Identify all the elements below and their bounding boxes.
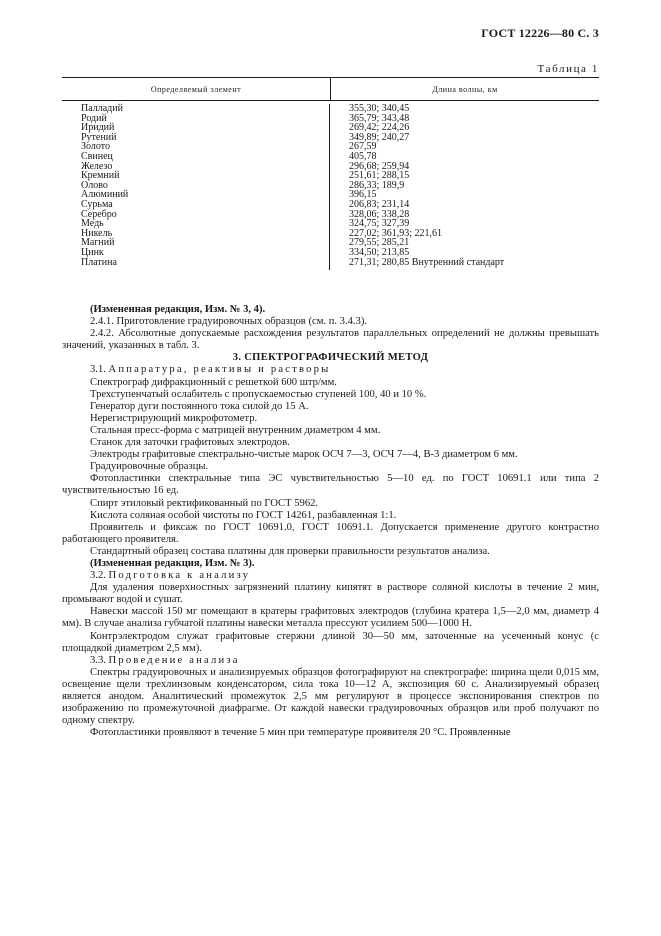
list-item: Градуировочные образцы.: [90, 461, 209, 473]
table-cell-element: Золото: [81, 141, 110, 153]
subsection-3-1-heading: [62, 364, 599, 376]
table-cell-element: Цинк: [81, 246, 104, 258]
table-cell-wavelength: 296,68; 259,94: [349, 160, 410, 172]
table-caption: Таблица 1: [537, 63, 599, 75]
list-item: Кислота соляная особой чистоты по ГОСТ 14261, разбавленная 1:1.: [90, 509, 397, 521]
table-cell-wavelength: 396,15: [349, 189, 377, 201]
paragraph: Контрэлектродом служат графитовые стержни длиной 30—50 мм, заточенные на усеченный конус (с площадкой диаметром 2,5 мм).: [62, 630, 599, 654]
table-cell-element: Родий: [81, 112, 107, 124]
list-item: Электроды графитовые спектрально-чистые марок ОСЧ 7—3, ОСЧ 7—4, В-3 диаметром 6 мм.: [90, 449, 518, 461]
table-header: [62, 77, 599, 101]
column-header-element: Определяемый элемент: [62, 78, 331, 100]
table-cell-wavelength: 405,78: [349, 150, 377, 162]
subsection-number: 3.2.: [90, 570, 106, 582]
list-item: Трехступенчатый ослабитель с пропускаемостью ступеней 100, 40 и 10 %.: [90, 388, 427, 400]
equipment-list: [62, 377, 599, 558]
revision-note: (Измененная редакция, Изм. № 3, 4).: [90, 304, 266, 315]
table-cell-wavelength: 227,02; 361,93; 221,61: [349, 227, 443, 239]
list-item: Спирт этиловый ректификованный по ГОСТ 5962.: [90, 497, 319, 509]
table-cell-element: Медь: [81, 218, 104, 230]
table-cell-element: Кремний: [81, 170, 120, 182]
list-item: Фотопластинки спектральные типа ЭС чувствительностью 5—10 ед. по ГОСТ 10691.1 или типа 2 чувствительностью 16 ед.: [62, 473, 599, 497]
list-item: Спектрограф дифракционный с решеткой 600 штр/мм.: [90, 376, 337, 388]
table-cell-wavelength: 365,79; 343,48: [349, 112, 410, 124]
subsection-title: Проведение анализа: [108, 654, 240, 666]
paragraph-2-4-1: 2.4.1. Приготовление градуировочных образцов (см. п. 3.4.3).: [90, 316, 368, 328]
table-cell-wavelength: 269,42; 224,26: [349, 122, 410, 134]
list-item: Станок для заточки графитовых электродов.: [90, 437, 290, 449]
table-cell-wavelength: 206,83; 231,14: [349, 198, 410, 210]
list-item: Проявитель и фиксаж по ГОСТ 10691.0, ГОСТ 10691.1. Допускается применение другого контрастно работающего проявителя.: [62, 521, 599, 545]
table-cell-wavelength: 349,89; 240,27: [349, 131, 410, 143]
list-item: Нерегистрирующий микрофотометр.: [90, 412, 258, 424]
table-cell-wavelength: 279,55; 285,21: [349, 237, 410, 249]
table-cell-element: Магний: [81, 237, 115, 249]
revision-note: (Измененная редакция, Изм. № 3).: [90, 557, 255, 569]
wavelength-column: [330, 104, 599, 270]
table-cell-element: Иридий: [81, 122, 115, 134]
table-cell-element: Свинец: [81, 150, 113, 162]
table-cell-wavelength: 324,75; 327,39: [349, 218, 410, 230]
table-cell-wavelength: 328,06; 338,28: [349, 208, 410, 220]
paragraph-2-4-2: 2.4.2. Абсолютные допускаемые расхождения результатов параллельных определений не должны превышать значений, указанных в табл. 3.: [62, 328, 599, 352]
subsection-number: 3.1.: [90, 364, 106, 376]
column-header-wavelength: Длина волны, км: [432, 84, 498, 94]
table-cell-element: Серебро: [81, 208, 117, 220]
subsection-title: Аппаратура, реактивы и растворы: [108, 364, 331, 376]
table-cell-wavelength: 251,61; 288,15: [349, 170, 410, 182]
table-cell-element: Алюминий: [81, 189, 129, 201]
table-cell-element: Железо: [81, 160, 113, 172]
paragraph: Спектры градуировочных и анализируемых образцов фотографируют на спектрографе: ширина щели 0,015 мм, освещение щели трехлинзовым конденсатором, сила тока 10—12 А, экспозиция 60 с. Анализируемый образец является анодом. Аналитический промежуток 2,5 мм регулируют в процессе экспонирования спектров по изображению по промежуточной диафрагме. От каждой навески градуировочных образцов или проб получают по одному спектру.: [62, 666, 599, 727]
paragraph: Для удаления поверхностных загрязнений платину кипятят в растворе соляной кислоты в течение 2 мин, промывают водой и сушат.: [62, 582, 599, 606]
section-title: 3. СПЕКТРОГРАФИЧЕСКИЙ МЕТОД: [232, 352, 429, 364]
paragraph: Фотопластинки проявляют в течение 5 мин при температуре проявителя 20 °С. Проявленные: [90, 727, 511, 739]
body-text: [62, 304, 599, 739]
table-cell-wavelength: 286,33; 189,9: [349, 179, 405, 191]
list-item: Генератор дуги постоянного тока силой до 15 А.: [90, 400, 309, 412]
table-cell-element: Платина: [81, 256, 117, 268]
table-cell-element: Рутений: [81, 131, 117, 143]
subsection-3-3-heading: [62, 655, 599, 667]
table-cell-wavelength: 334,50; 213,85: [349, 246, 410, 258]
list-item: Стандартный образец состава платины для проверки правильности результатов анализа.: [90, 545, 490, 557]
subsection-3-2-heading: [62, 570, 599, 582]
list-item: Стальная пресс-форма с матрицей внутренним диаметром 4 мм.: [90, 424, 381, 436]
subsection-number: 3.3.: [90, 654, 106, 666]
table-cell-wavelength: 271,31; 280,85 Внутренний стандарт: [349, 256, 505, 268]
table-cell-element: Никель: [81, 227, 113, 239]
subsection-title: Подготовка к анализу: [108, 570, 251, 582]
element-column: [62, 104, 330, 270]
table-cell-wavelength: 267,59: [349, 141, 377, 153]
table-body: [62, 101, 599, 270]
table-cell-element: Сурьма: [81, 198, 113, 210]
paragraph: Навески массой 150 мг помещают в кратеры графитовых электродов (глубина кратера 1,5—2,0 мм, диаметр 4 мм). В случае анализа губчатой платины навески металла прессуют усилием 500—1000 Н.: [62, 606, 599, 630]
table-cell-element: Палладий: [81, 103, 123, 114]
page-header: ГОСТ 12226—80 С. 3: [481, 26, 599, 40]
wavelength-table: [62, 77, 599, 270]
table-cell-wavelength: 355,30; 340,45: [349, 103, 410, 114]
table-cell-element: Олово: [81, 179, 108, 191]
